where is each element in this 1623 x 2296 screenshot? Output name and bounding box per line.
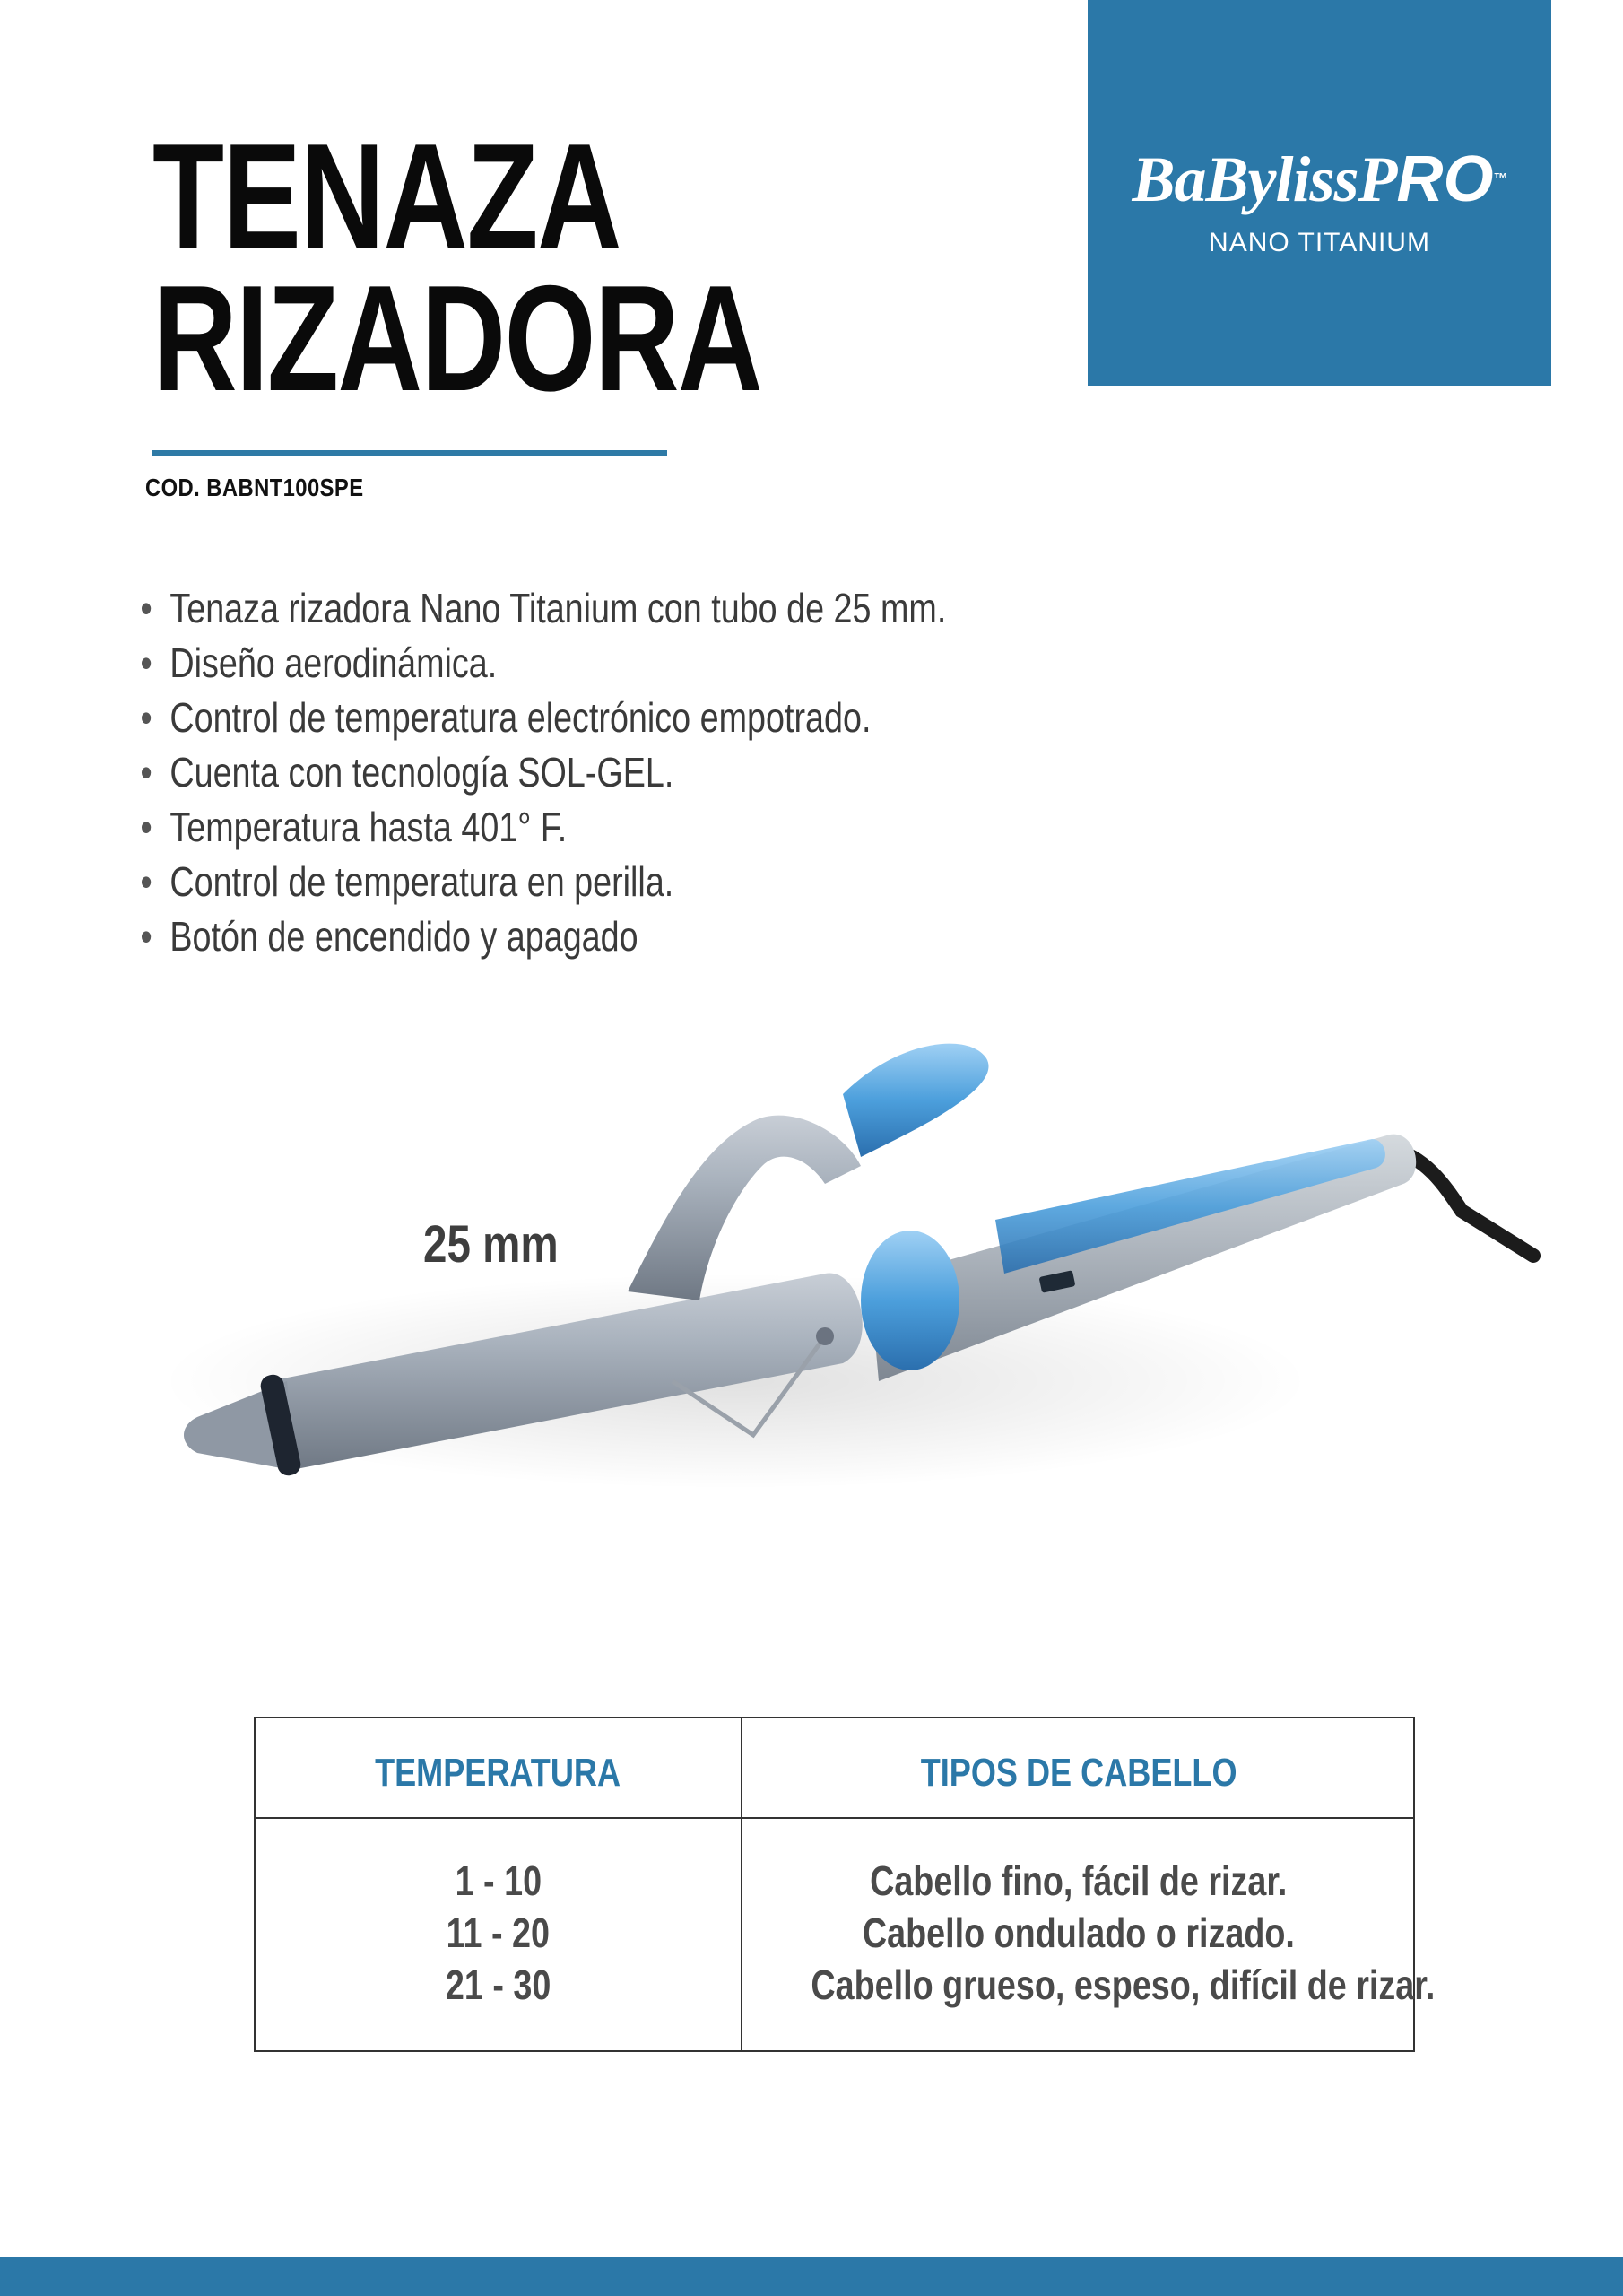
bullet-icon: • — [140, 639, 152, 686]
feature-item: • Temperatura hasta 401° F. — [135, 800, 946, 855]
bullet-icon: • — [140, 749, 152, 796]
bullet-icon: • — [140, 858, 152, 905]
feature-item: • Cuenta con tecnología SOL-GEL. — [135, 745, 946, 800]
bullet-icon: • — [140, 804, 152, 850]
bullet-icon: • — [140, 913, 152, 960]
table-cell: Cabello grueso, espeso, difícil de rizar. — [811, 1961, 1436, 2008]
table-cell: 11 - 20 — [446, 1909, 551, 1956]
feature-list — [135, 581, 946, 964]
bullet-icon: • — [140, 694, 152, 741]
feature-item: • Control de temperatura electrónico empotrado. — [135, 691, 946, 745]
hair-type-column — [742, 1855, 1436, 2011]
header-temperature: TEMPERATURA — [375, 1751, 621, 1795]
curling-iron-image — [161, 1004, 1560, 1507]
title-line-2: RIZADORA — [152, 254, 762, 422]
temperature-column — [256, 1855, 741, 2011]
table-header-divider — [256, 1817, 1413, 1819]
brand-subtitle: NANO TITANIUM — [1209, 228, 1430, 257]
title-divider — [152, 450, 667, 456]
footer-bar — [0, 2257, 1623, 2296]
brand-logo-box — [1088, 0, 1551, 386]
product-code: COD. BABNT100SPE — [145, 474, 364, 501]
table-cell: Cabello ondulado o rizado. — [863, 1909, 1295, 1956]
feature-item: • Control de temperatura en perilla. — [135, 855, 946, 909]
feature-item: • Diseño aerodinámica. — [135, 636, 946, 691]
page-title — [152, 112, 762, 422]
table-cell: 21 - 30 — [445, 1961, 551, 2008]
feature-item: • Tenaza rizadora Nano Titanium con tubo de 25 mm. — [135, 581, 946, 636]
feature-item: • Botón de encendido y apagado — [135, 909, 946, 964]
temperature-table — [254, 1717, 1436, 2052]
table-cell: 1 - 10 — [455, 1857, 542, 1904]
header-hair-type: TIPOS DE CABELLO — [920, 1751, 1237, 1795]
bullet-icon: • — [140, 585, 152, 631]
table-cell: Cabello fino, fácil de rizar. — [870, 1857, 1288, 1904]
barrel-size-label: 25 mm — [423, 1215, 559, 1274]
title-line-1: TENAZA — [152, 112, 621, 281]
brand-logo: BaBylissPRO™ — [1132, 144, 1507, 215]
